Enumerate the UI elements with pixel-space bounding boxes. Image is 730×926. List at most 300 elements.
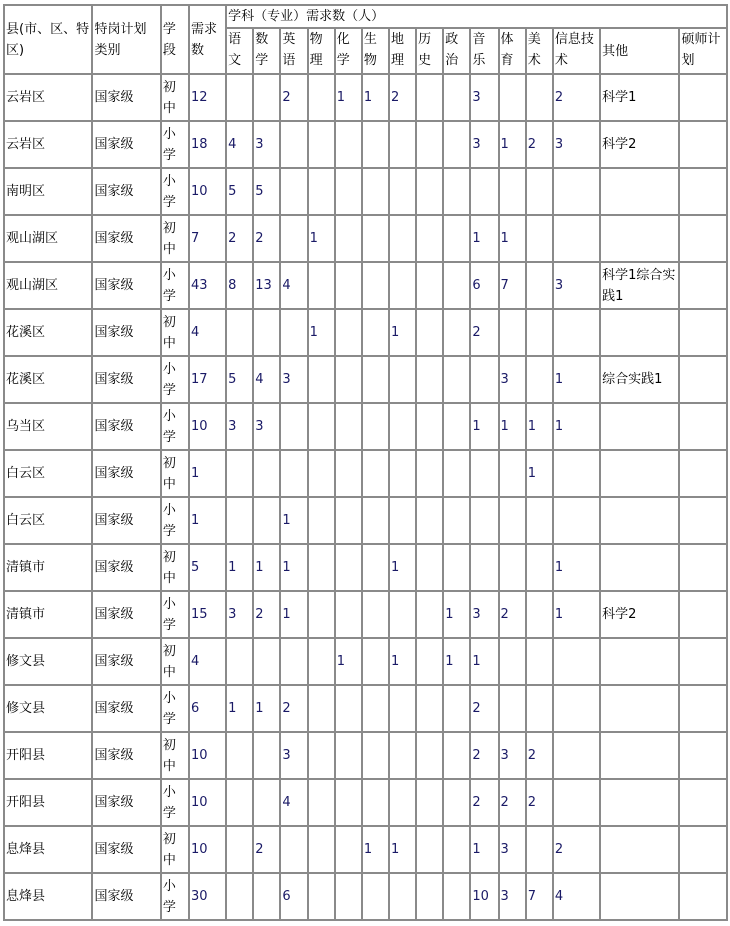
header-subject: 信息技术 [553,28,600,74]
subject-cell [499,638,526,685]
subject-cell [416,591,443,638]
subject-cell [416,779,443,826]
subject-cell: 2 [389,74,416,121]
subject-cell: 1 [253,544,280,591]
subject-cell [443,685,470,732]
subject-cell [600,779,679,826]
subject-cell [526,74,553,121]
header-subject: 地理 [389,28,416,74]
subject-cell [553,309,600,356]
subject-cell: 6 [470,262,498,309]
subject-cell [362,262,389,309]
subject-cell: 1 [470,215,498,262]
stage-cell: 初中 [161,215,189,262]
subject-cell: 1 [389,544,416,591]
subject-cell [600,215,679,262]
subject-cell [499,309,526,356]
subject-cell [600,826,679,873]
table-row [4,74,727,121]
subject-cell [679,403,727,450]
subject-cell [362,685,389,732]
header-subject: 硕师计划 [679,28,727,74]
subject-cell: 2 [470,732,498,779]
subject-cell [600,685,679,732]
subject-cell [600,403,679,450]
subject-cell [416,732,443,779]
subject-cell [443,262,470,309]
subject-cell [280,168,307,215]
demand-cell: 17 [189,356,226,403]
subject-cell: 2 [526,732,553,779]
subject-cell [308,732,335,779]
subject-cell [226,74,253,121]
subject-cell [553,215,600,262]
demand-cell: 15 [189,591,226,638]
subject-cell [443,779,470,826]
subject-cell: 1 [280,497,307,544]
subject-cell [679,826,727,873]
subject-cell: 1 [308,215,335,262]
county-cell: 云岩区 [4,121,92,168]
subject-cell [335,262,362,309]
subject-cell [253,74,280,121]
subject-cell [253,497,280,544]
subject-cell [389,121,416,168]
subject-cell [335,591,362,638]
subject-cell [416,74,443,121]
subject-cell [308,544,335,591]
subject-cell [308,638,335,685]
plan-type-cell: 国家级 [92,356,160,403]
subject-cell [335,544,362,591]
subject-cell: 1 [389,638,416,685]
plan-type-cell: 国家级 [92,215,160,262]
subject-cell [226,450,253,497]
subject-cell: 13 [253,262,280,309]
subject-cell: 3 [499,356,526,403]
header-subject: 美术 [526,28,553,74]
demand-cell: 30 [189,873,226,920]
subject-cell [526,591,553,638]
subject-cell [443,497,470,544]
subject-cell [362,497,389,544]
county-cell: 开阳县 [4,732,92,779]
header-subject: 生物 [362,28,389,74]
subject-cell: 5 [226,356,253,403]
subject-cell [526,638,553,685]
plan-type-cell: 国家级 [92,779,160,826]
subject-cell [389,168,416,215]
subject-cell [389,215,416,262]
demand-cell: 7 [189,215,226,262]
subject-cell [443,309,470,356]
subject-cell [679,309,727,356]
stage-cell: 小学 [161,497,189,544]
subject-cell [679,544,727,591]
subject-cell: 1 [526,403,553,450]
subject-cell [443,356,470,403]
subject-cell [526,685,553,732]
subject-cell [362,309,389,356]
subject-cell [362,732,389,779]
header-subject: 政治 [443,28,470,74]
subject-cell [679,638,727,685]
plan-type-cell: 国家级 [92,638,160,685]
subject-cell [526,544,553,591]
subject-cell [416,544,443,591]
subject-cell [679,732,727,779]
subject-cell: 2 [253,215,280,262]
header-subject: 数学 [253,28,280,74]
subject-cell [308,403,335,450]
subject-cell [600,544,679,591]
stage-cell: 小学 [161,121,189,168]
demand-cell: 43 [189,262,226,309]
subject-cell [679,779,727,826]
subject-cell [679,356,727,403]
subject-cell [335,309,362,356]
subject-cell: 2 [499,779,526,826]
subject-cell [416,168,443,215]
subject-cell [679,450,727,497]
subject-cell: 2 [470,685,498,732]
subject-cell [280,121,307,168]
subject-cell [416,356,443,403]
subject-cell [443,403,470,450]
subject-cell: 2 [280,685,307,732]
subject-cell: 1 [226,685,253,732]
stage-cell: 初中 [161,450,189,497]
subject-cell [362,638,389,685]
subject-cell [416,826,443,873]
subject-cell [308,591,335,638]
plan-type-cell: 国家级 [92,262,160,309]
subject-cell [443,450,470,497]
header-subject-group: 学科（专业）需求数（人） [226,5,727,28]
subject-cell: 3 [499,826,526,873]
county-cell: 修文县 [4,685,92,732]
subject-cell: 2 [526,779,553,826]
subject-cell [553,732,600,779]
subject-cell: 综合实践1 [600,356,679,403]
table-row [4,262,727,309]
plan-type-cell: 国家级 [92,544,160,591]
subject-cell: 2 [226,215,253,262]
stage-cell: 初中 [161,638,189,685]
county-cell: 开阳县 [4,779,92,826]
subject-cell [389,591,416,638]
subject-cell: 3 [253,403,280,450]
table-row [4,591,727,638]
subject-cell [226,826,253,873]
subject-cell: 1 [253,685,280,732]
subject-cell [362,544,389,591]
subject-cell [226,732,253,779]
subject-cell: 1 [526,450,553,497]
subject-cell: 5 [226,168,253,215]
demand-cell: 5 [189,544,226,591]
demand-cell: 4 [189,638,226,685]
subject-cell [553,497,600,544]
subject-cell [600,497,679,544]
subject-cell [362,215,389,262]
subject-cell: 2 [553,74,600,121]
subject-cell [253,309,280,356]
subject-cell [526,826,553,873]
subject-cell [389,497,416,544]
table-row [4,826,727,873]
subject-cell [499,168,526,215]
subject-cell [443,544,470,591]
county-cell: 花溪区 [4,356,92,403]
county-cell: 花溪区 [4,309,92,356]
subject-cell [389,873,416,920]
subject-cell [443,215,470,262]
subject-cell [389,685,416,732]
subject-cell [362,356,389,403]
subject-cell: 1 [280,591,307,638]
subject-cell [526,262,553,309]
stage-cell: 小学 [161,403,189,450]
subject-cell [335,497,362,544]
subject-cell: 科学1 [600,74,679,121]
subject-cell [600,873,679,920]
subject-cell: 3 [553,262,600,309]
subject-cell [443,826,470,873]
subject-cell [308,168,335,215]
plan-type-cell: 国家级 [92,685,160,732]
subject-cell: 1 [226,544,253,591]
subject-cell [443,168,470,215]
subject-cell [416,215,443,262]
subject-cell [389,403,416,450]
subject-cell: 1 [362,74,389,121]
subject-cell [335,215,362,262]
header-subject: 英语 [280,28,307,74]
subject-cell [499,450,526,497]
plan-type-cell: 国家级 [92,732,160,779]
subject-cell: 2 [526,121,553,168]
county-cell: 南明区 [4,168,92,215]
table-row [4,215,727,262]
header-subject: 化学 [335,28,362,74]
demand-cell: 1 [189,497,226,544]
plan-type-cell: 国家级 [92,309,160,356]
stage-cell: 小学 [161,779,189,826]
subject-cell [335,356,362,403]
subject-cell [280,215,307,262]
subject-cell [553,685,600,732]
subject-cell [308,779,335,826]
table-row [4,873,727,920]
subject-cell [526,215,553,262]
subject-cell: 4 [553,873,600,920]
subject-cell [600,168,679,215]
stage-cell: 初中 [161,732,189,779]
subject-cell [679,873,727,920]
subject-cell [308,356,335,403]
subject-cell [679,168,727,215]
subject-cell: 1 [470,403,498,450]
subject-cell [499,497,526,544]
subject-cell [443,74,470,121]
subject-cell [416,403,443,450]
demand-cell: 10 [189,168,226,215]
subject-cell [499,74,526,121]
county-cell: 清镇市 [4,544,92,591]
subject-cell [416,497,443,544]
subject-cell: 2 [470,309,498,356]
subject-cell [362,403,389,450]
subject-cell [280,403,307,450]
subject-cell: 3 [280,356,307,403]
subject-cell: 科学2 [600,591,679,638]
subject-cell [308,74,335,121]
subject-cell [253,638,280,685]
subject-cell [389,450,416,497]
subject-cell: 1 [499,215,526,262]
county-cell: 乌当区 [4,403,92,450]
subject-cell: 1 [280,544,307,591]
subject-cell [280,309,307,356]
subject-cell [470,450,498,497]
subject-cell [253,732,280,779]
subject-cell: 1 [470,638,498,685]
subject-cell: 3 [470,74,498,121]
subject-cell: 3 [470,591,498,638]
subject-cell: 2 [253,591,280,638]
county-cell: 云岩区 [4,74,92,121]
teacher-demand-table [3,4,728,921]
subject-cell: 8 [226,262,253,309]
table-row [4,403,727,450]
subject-cell: 3 [226,591,253,638]
subject-cell [362,450,389,497]
subject-cell [335,826,362,873]
table-row [4,638,727,685]
subject-cell: 1 [335,638,362,685]
table-row [4,685,727,732]
header-stage: 学段 [161,5,189,74]
table-row [4,121,727,168]
subject-cell: 4 [226,121,253,168]
subject-cell [679,74,727,121]
subject-cell [335,685,362,732]
subject-cell: 7 [526,873,553,920]
subject-cell: 1 [389,309,416,356]
demand-cell: 18 [189,121,226,168]
subject-cell [362,779,389,826]
demand-cell: 12 [189,74,226,121]
demand-cell: 1 [189,450,226,497]
subject-cell [600,450,679,497]
table-row [4,450,727,497]
subject-cell [470,356,498,403]
subject-cell: 1 [553,544,600,591]
county-cell: 修文县 [4,638,92,685]
county-cell: 清镇市 [4,591,92,638]
subject-cell: 1 [362,826,389,873]
header-subject: 语文 [226,28,253,74]
subject-cell: 1 [389,826,416,873]
subject-cell: 2 [253,826,280,873]
subject-cell: 科学2 [600,121,679,168]
subject-cell [526,309,553,356]
subject-cell [253,873,280,920]
stage-cell: 初中 [161,544,189,591]
subject-cell: 1 [443,638,470,685]
subject-cell [553,450,600,497]
subject-cell [335,121,362,168]
subject-cell [679,121,727,168]
subject-cell [443,873,470,920]
plan-type-cell: 国家级 [92,403,160,450]
subject-cell [226,873,253,920]
subject-cell [526,356,553,403]
stage-cell: 小学 [161,873,189,920]
subject-cell: 3 [280,732,307,779]
stage-cell: 初中 [161,309,189,356]
demand-cell: 6 [189,685,226,732]
header-subject: 音乐 [470,28,498,74]
subject-cell [335,732,362,779]
subject-cell [308,121,335,168]
header-plan-type: 特岗计划类别 [92,5,160,74]
plan-type-cell: 国家级 [92,121,160,168]
subject-cell: 10 [470,873,498,920]
subject-cell [679,262,727,309]
subject-cell [253,450,280,497]
demand-cell: 10 [189,826,226,873]
subject-cell [280,638,307,685]
county-cell: 白云区 [4,497,92,544]
subject-cell: 2 [470,779,498,826]
subject-cell [335,403,362,450]
subject-cell [553,638,600,685]
table-row [4,168,727,215]
subject-cell: 3 [499,873,526,920]
subject-cell [226,497,253,544]
header-demand: 需求数 [189,5,226,74]
subject-cell [499,544,526,591]
subject-cell [679,215,727,262]
subject-cell [553,779,600,826]
plan-type-cell: 国家级 [92,74,160,121]
subject-cell [679,497,727,544]
stage-cell: 小学 [161,591,189,638]
table-header [4,5,727,74]
subject-cell [443,732,470,779]
subject-cell [470,544,498,591]
subject-cell [416,450,443,497]
subject-cell [389,779,416,826]
header-subject: 其他 [600,28,679,74]
subject-cell [362,591,389,638]
plan-type-cell: 国家级 [92,450,160,497]
subject-cell [308,826,335,873]
subject-cell [280,450,307,497]
subject-cell [389,262,416,309]
subject-cell: 1 [553,403,600,450]
subject-cell [499,685,526,732]
subject-cell [335,168,362,215]
subject-cell [308,685,335,732]
subject-cell: 2 [553,826,600,873]
subject-cell [416,262,443,309]
subject-cell: 6 [280,873,307,920]
county-cell: 白云区 [4,450,92,497]
plan-type-cell: 国家级 [92,826,160,873]
